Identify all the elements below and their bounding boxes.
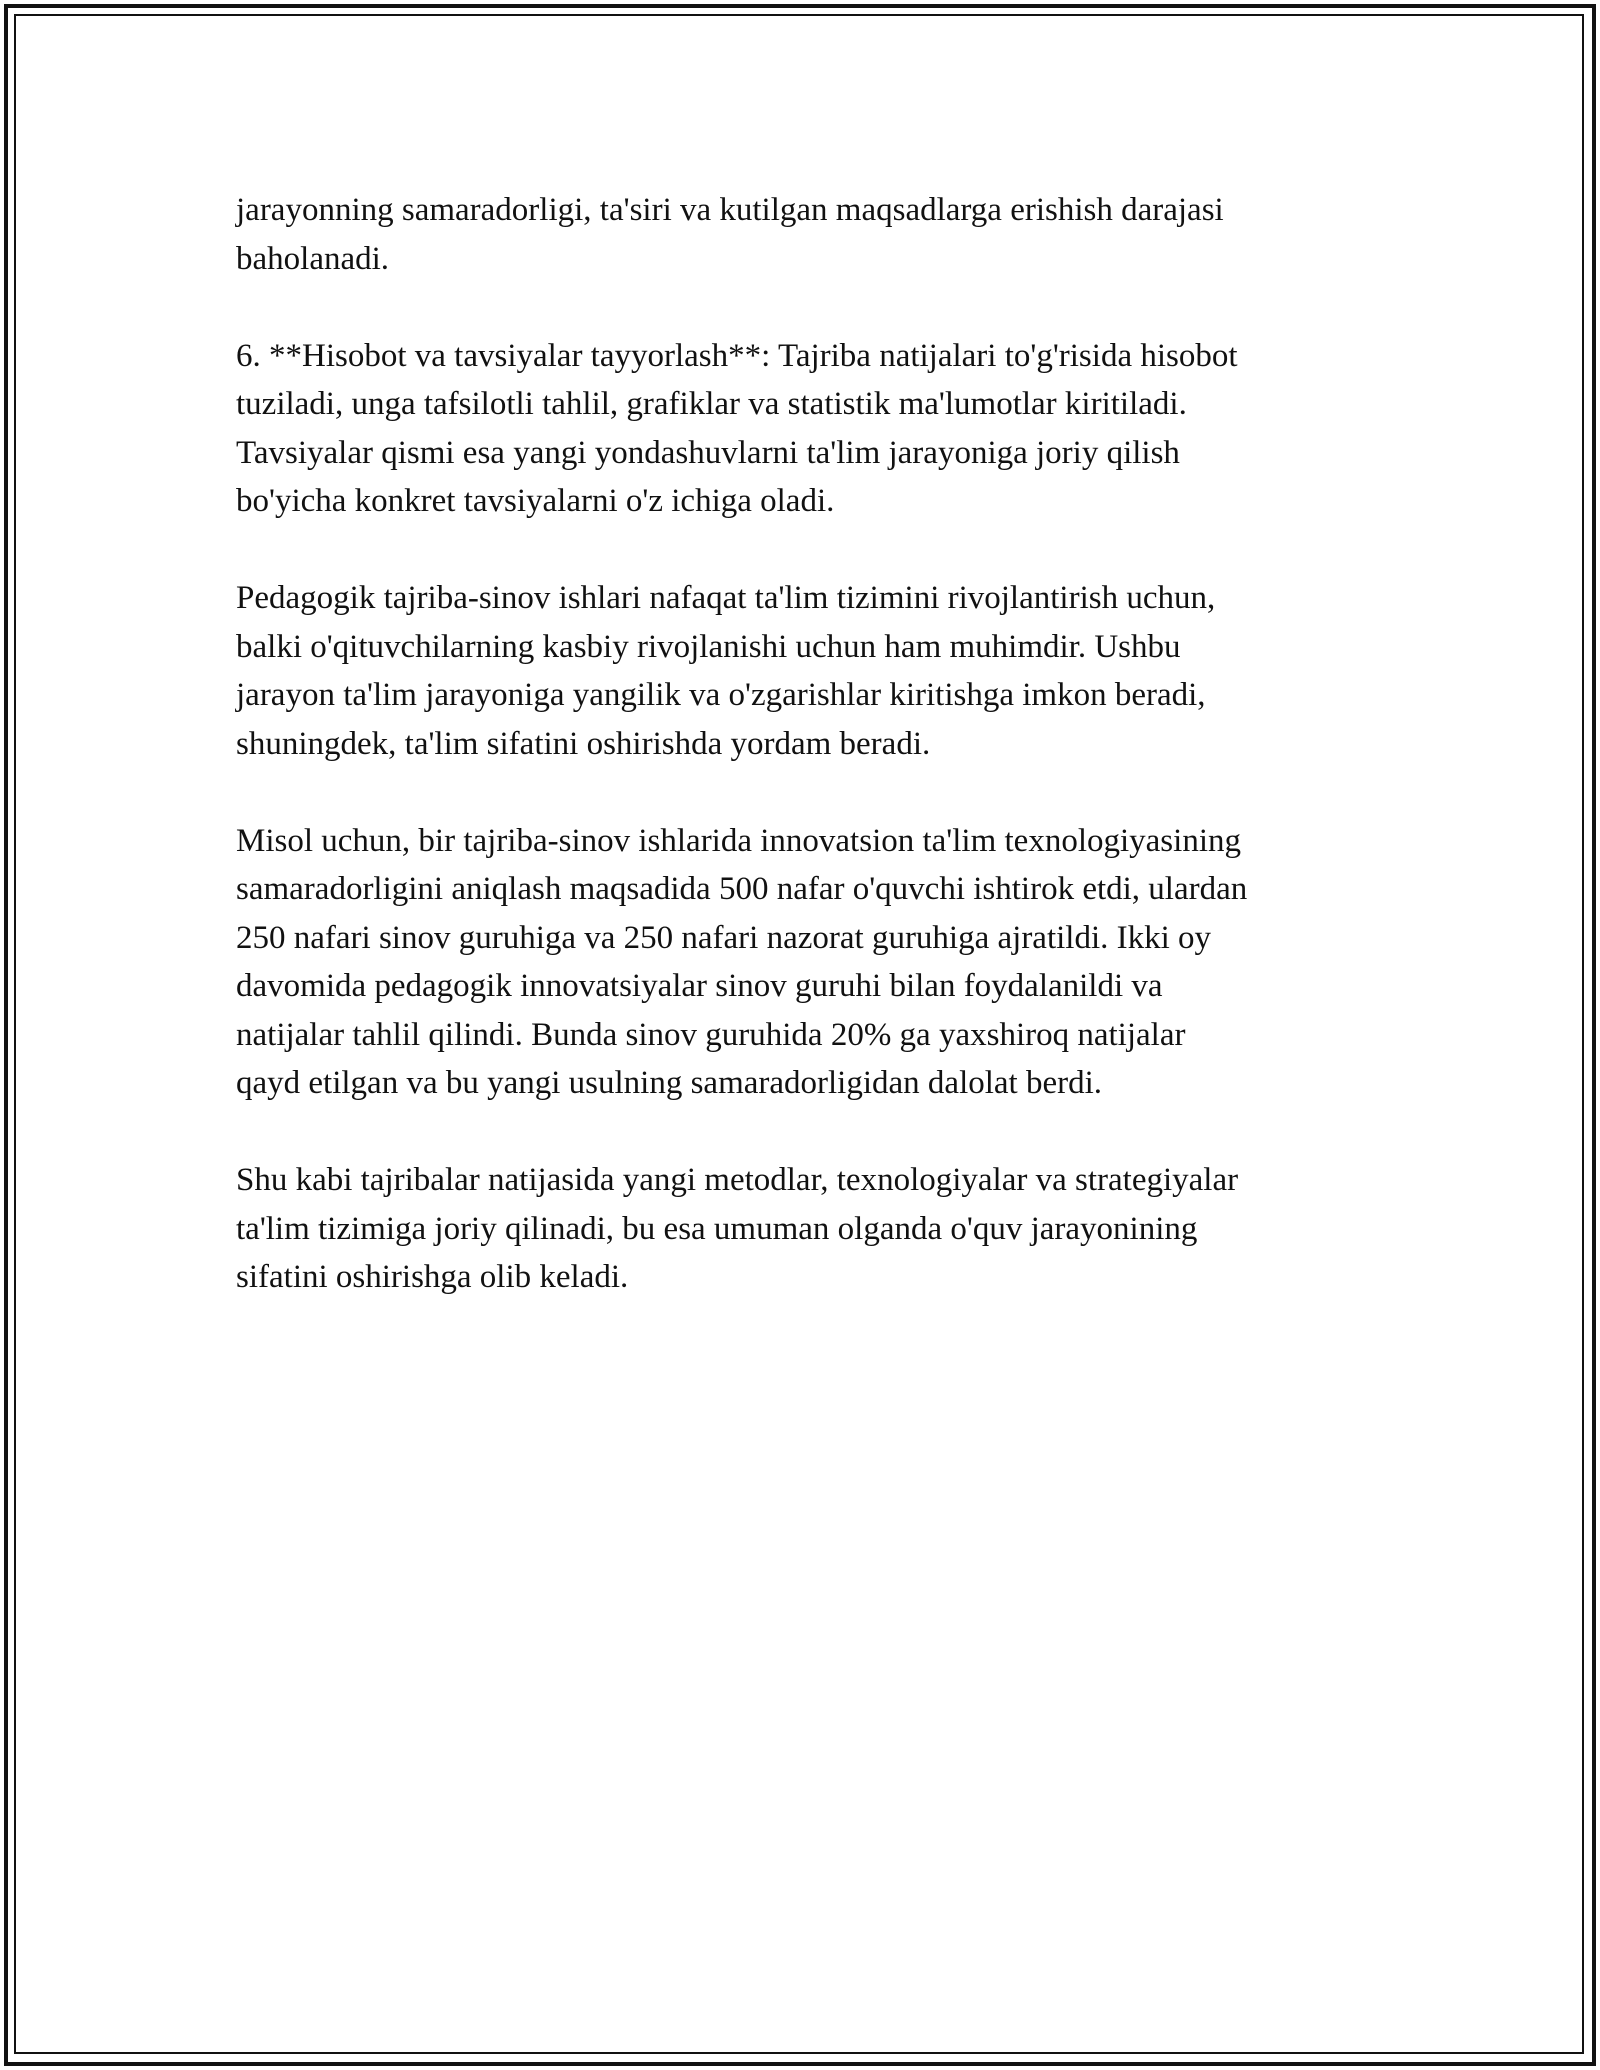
paragraph-report-recommendations: 6. **Hisobot va tavsiyalar tayyorlash**: Tajriba natijalari to'g'risida hisobot tuziladi, unga tafsilotli tahlil, grafiklar va statistik ma'lumotlar kiritiladi. Tavsiyalar qismi esa yangi yondashuvlarni ta'lim jarayoniga joriy qilish bo'yicha konkret tavsiyalarni o'z ichiga oladi. — [236, 337, 1238, 519]
paragraph-evaluation-continuation: jarayonning samaradorligi, ta'siri va kutilgan maqsadlarga erishish darajasi baholanadi. — [236, 192, 1224, 277]
paragraph-pedagogical-experiments: Pedagogik tajriba-sinov ishlari nafaqat ta'lim tizimini rivojlantirish uchun, balki o'qituvchilarning kasbiy rivojlanishi uchun ham muhimdir. Ushbu jarayon ta'lim jarayoniga yangilik va o'zgarishlar kiritishga imkon beradi, shuningdek, ta'lim sifatini oshirishda yordam beradi. — [236, 580, 1216, 762]
paragraph-conclusion: Shu kabi tajribalar natijasida yangi metodlar, texnologiyalar va strategiyalar ta'lim tizimiga joriy qilinadi, bu esa umuman olganda o'quv jarayonining sifatini oshirishga olib keladi. — [236, 1162, 1239, 1295]
paragraph-example-study: Misol uchun, bir tajriba-sinov ishlarida innovatsion ta'lim texnologiyasining samaradorligini aniqlash maqsadida 500 nafar o'quvchi ishtirok etdi, ulardan 250 nafari sinov guruhiga va 250 nafari nazorat guruhiga ajratildi. Ikki oy davomida pedagogik innovatsiyalar sinov guruhi bilan foydalanildi va natijalar tahlil qilindi. Bunda sinov guruhida 20% ga yaxshiroq natijalar qayd etilgan va bu yangi usulning samaradorligidan dalolat berdi. — [236, 822, 1248, 1101]
document-body — [236, 186, 1366, 1350]
